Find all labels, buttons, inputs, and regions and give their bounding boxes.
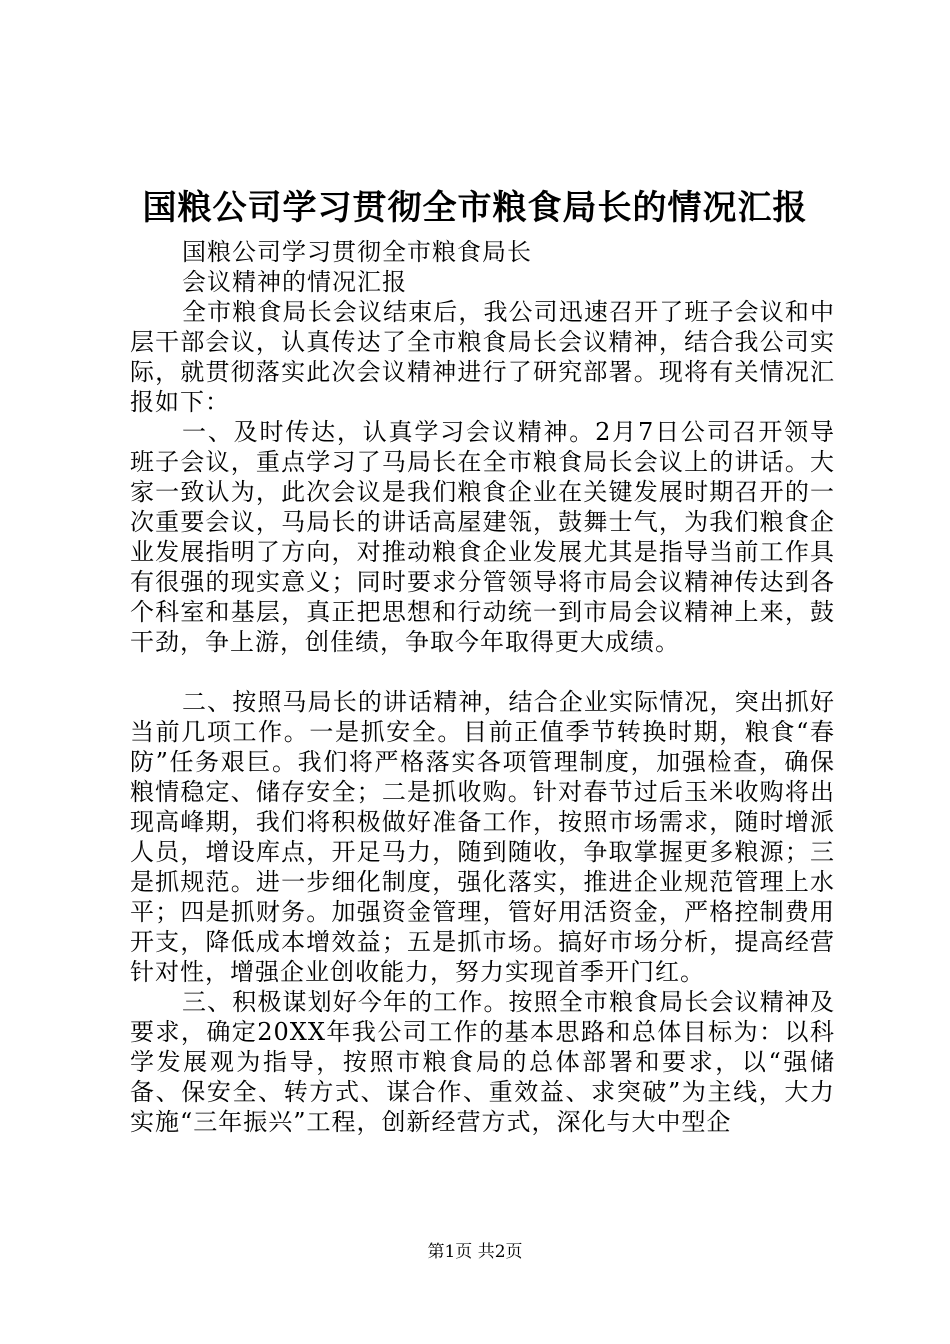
subtitle-line-2: 会议精神的情况汇报 [182,268,407,296]
paragraph-intro: 全市粮食局长会议结束后，我公司迅速召开了班子会议和中层干部会议，认真传达了全市粮食局长会议精神，结合我公司实际，就贯彻落实此次会议精神进行了研究部署。现将有关情况汇报如下： [130,298,835,416]
paragraph-section-2: 二、按照马局长的讲话精神，结合企业实际情况，突出抓好当前几项工作。一是抓安全。目前正值季节转换时期，粮食“春防”任务艰巨。我们将严格落实各项管理制度，加强检查，确保粮情稳定、储存安全；二是抓收购。针对春节过后玉米收购将出现高峰期，我们将积极做好准备工作，按照市场需求，随时增派人员，增设库点，开足马力，随到随收，争取掌握更多粮源；三是抓规范。进一步细化制度，强化落实，推进企业规范管理上水平；四是抓财务。加强资金管理，管好用活资金，严格控制费用开支，降低成本增效益；五是抓市场。搞好市场分析，提高经营针对性，增强企业创收能力，努力实现首季开门红。 [130,688,835,986]
paragraph-section-1: 一、及时传达，认真学习会议精神。2月7日公司召开领导班子会议，重点学习了马局长在全市粮食局长会议上的讲话。大家一致认为，此次会议是我们粮食企业在关键发展时期召开的一次重要会议，马局长的讲话高屋建瓴，鼓舞士气，为我们粮食企业发展指明了方向，对推动粮食企业发展尤其是指导当前工作具有很强的现实意义；同时要求分管领导将市局会议精神传达到各个科室和基层，真正把思想和行动统一到市局会议精神上来，鼓干劲，争上游，创佳绩，争取今年取得更大成绩。 [130,418,835,656]
document-body [130,237,835,1137]
paragraph-spacer [130,657,835,687]
document-title: 国粮公司学习贯彻全市粮食局长的情况汇报 [142,188,808,228]
subtitle-line-1: 国粮公司学习贯彻全市粮食局长 [182,238,532,266]
paragraph-section-3: 三、积极谋划好今年的工作。按照全市粮食局长会议精神及要求，确定20XX年我公司工作的基本思路和总体目标为：以科学发展观为指导，按照市粮食局的总体部署和要求，以“强储备、保安全、转方式、谋合作、重效益、求突破”为主线，大力实施“三年振兴”工程，创新经营方式，深化与大中型企 [130,988,835,1136]
page-footer: 第1页 共2页 [427,1242,523,1262]
